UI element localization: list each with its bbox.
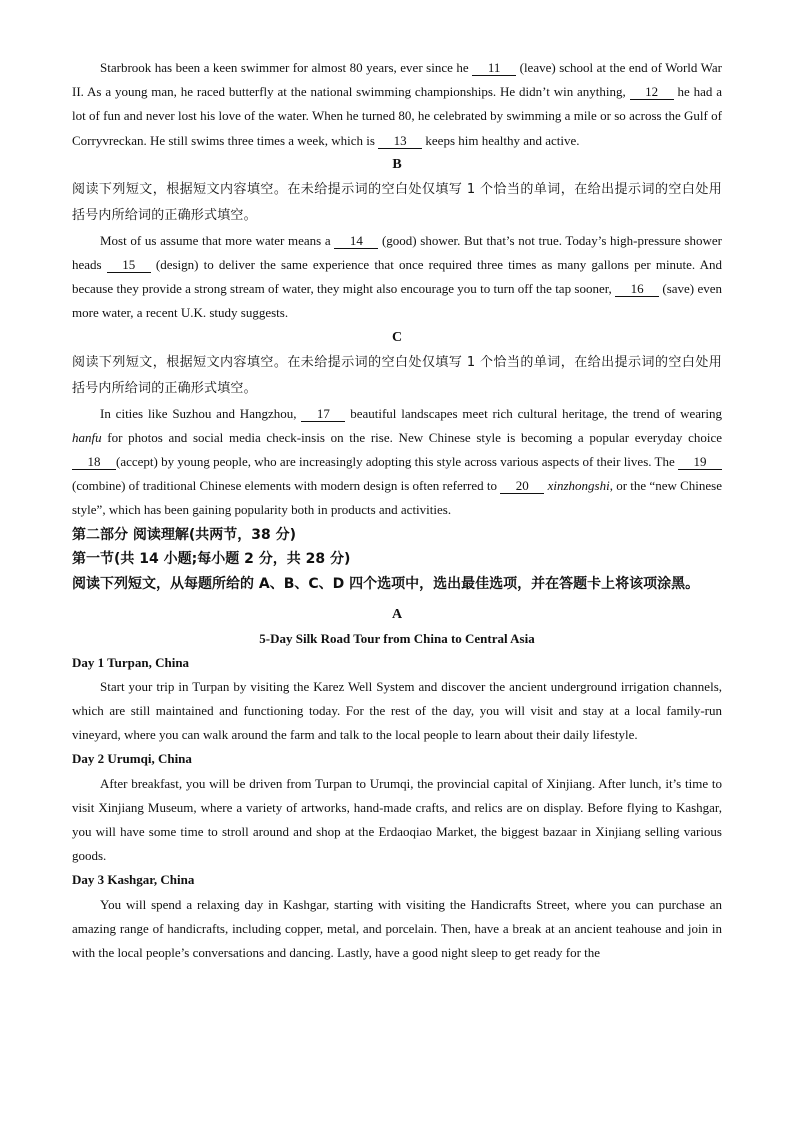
blank-17[interactable]: 17 bbox=[301, 407, 345, 422]
passage-shower bbox=[72, 229, 722, 326]
section-c-instruction: 阅读下列短文，根据短文内容填空。在未给提示词的空白处仅填写 1 个恰当的单词，在给出提示词的空白处用括号内所给词的正确形式填空。 bbox=[72, 354, 722, 396]
day2-heading: Day 2 Urumqi, China bbox=[72, 751, 192, 767]
blank-16[interactable]: 16 bbox=[615, 282, 659, 297]
text-run: beautiful landscapes meet rich cultural heritage, the trend of wearing bbox=[345, 405, 722, 421]
day1-heading: Day 1 Turpan, China bbox=[72, 654, 190, 670]
text-run: In cities like Suzhou and Hangzhou, bbox=[100, 405, 302, 421]
text-run: (design) to deliver the same experience that once required three times as many gallons per minute. And because they provide a strong stream of water, they might also encourage you to turn off the tap sooner, bbox=[72, 257, 722, 297]
blank-12[interactable]: 12 bbox=[630, 85, 674, 100]
blank-13[interactable]: 13 bbox=[378, 134, 422, 149]
reading-a-title: 5-Day Silk Road Tour from China to Central Asia bbox=[259, 630, 535, 646]
blank-19[interactable]: 19 bbox=[678, 455, 722, 470]
part2-heading: 第二部分 阅读理解(共两节，38 分) bbox=[72, 526, 297, 543]
blank-15[interactable]: 15 bbox=[107, 258, 151, 273]
blank-11[interactable]: 11 bbox=[472, 61, 516, 76]
text-run: (leave) school at the end of World War II. As a young man, he raced butterfly at the national swimming championships. He didn’t win anything, bbox=[72, 60, 722, 100]
blank-20[interactable]: 20 bbox=[500, 479, 544, 494]
text-run: for photos and social media check-insis on the rise. New Chinese style is becoming a popular everyday choice bbox=[101, 429, 722, 445]
blank-14[interactable]: 14 bbox=[334, 234, 378, 249]
text-run: Most of us assume that more water means a bbox=[100, 232, 335, 248]
text-run: keeps him healthy and active. bbox=[422, 132, 580, 148]
text-run: he had a lot of fun and never lost his love of the water. When he turned 80, he celebrated by swimming a mile or so across the Gulf of Corryvreckan. He still swims three times a week, which is bbox=[72, 84, 722, 148]
reading-a-letter: A bbox=[391, 606, 403, 622]
italic-term-hanfu: hanfu bbox=[72, 429, 102, 445]
text-run: (good) shower. But that’s not true. Today’s high-pressure shower heads bbox=[72, 232, 722, 273]
text-run: (save) even more water, a recent U.K. study suggests. bbox=[72, 281, 722, 321]
day3-heading: Day 3 Kashgar, China bbox=[72, 872, 195, 888]
text-run: (combine) of traditional Chinese elements with modern design is often referred to bbox=[72, 478, 501, 494]
exam-page bbox=[72, 56, 722, 965]
passage-hanfu bbox=[72, 402, 722, 523]
blank-18[interactable]: 18 bbox=[72, 455, 116, 470]
day2-text: After breakfast, you will be driven from Turpan to Urumqi, the provincial capital of Xinjiang. After lunch, it’s time to visit Xinjiang Museum, where a variety of artworks, hand-made crafts, and relics are on display. Before flying to Kashgar, you will have some time to stroll around and shop at the Erdaoqiao Market, the biggest bazaar in Xinjiang selling various goods. bbox=[72, 775, 722, 864]
section-b-letter: B bbox=[392, 156, 402, 172]
italic-term-xinzhongshi: xinzhongshi bbox=[547, 478, 610, 494]
text-run: , or the “new Chinese style”, which has been gaining popularity both in products and activities. bbox=[72, 478, 723, 518]
section-c-letter: C bbox=[391, 329, 403, 345]
passage-swimmer bbox=[72, 56, 722, 153]
part2-subheading: 第一节(共 14 小题;每小题 2 分，共 28 分) bbox=[72, 550, 351, 567]
section-b-instruction: 阅读下列短文，根据短文内容填空。在未给提示词的空白处仅填写 1 个恰当的单词，在给出提示词的空白处用括号内所给词的正确形式填空。 bbox=[72, 181, 722, 223]
day1-text: Start your trip in Turpan by visiting the Karez Well System and discover the ancient underground irrigation channels, which are still maintained and functioning today. For the rest of the day, you will visit and stay at a local family-run vineyard, where you can walk around the farm and talk to the local people to learn about their daily lifestyle. bbox=[72, 678, 722, 743]
day3-text: You will spend a relaxing day in Kashgar, starting with visiting the Handicrafts Street, where you can purchase an amazing range of handicrafts, including copper, metal, and porcelain. Then, have a break at an ancient teahouse and join in with the local people’s conversations and dancing. Lastly, have a good night sleep to get ready for the bbox=[72, 896, 722, 961]
part2-instruction: 阅读下列短文，从每题所给的 A、B、C、D 四个选项中，选出最佳选项，并在答题卡上将该项涂黑。 bbox=[72, 575, 700, 592]
text-run: Starbrook has been a keen swimmer for almost 80 years, ever since he bbox=[100, 60, 473, 75]
text-run: (accept) by young people, who are increasingly adopting this style across various aspects of their lives. The bbox=[116, 454, 678, 470]
